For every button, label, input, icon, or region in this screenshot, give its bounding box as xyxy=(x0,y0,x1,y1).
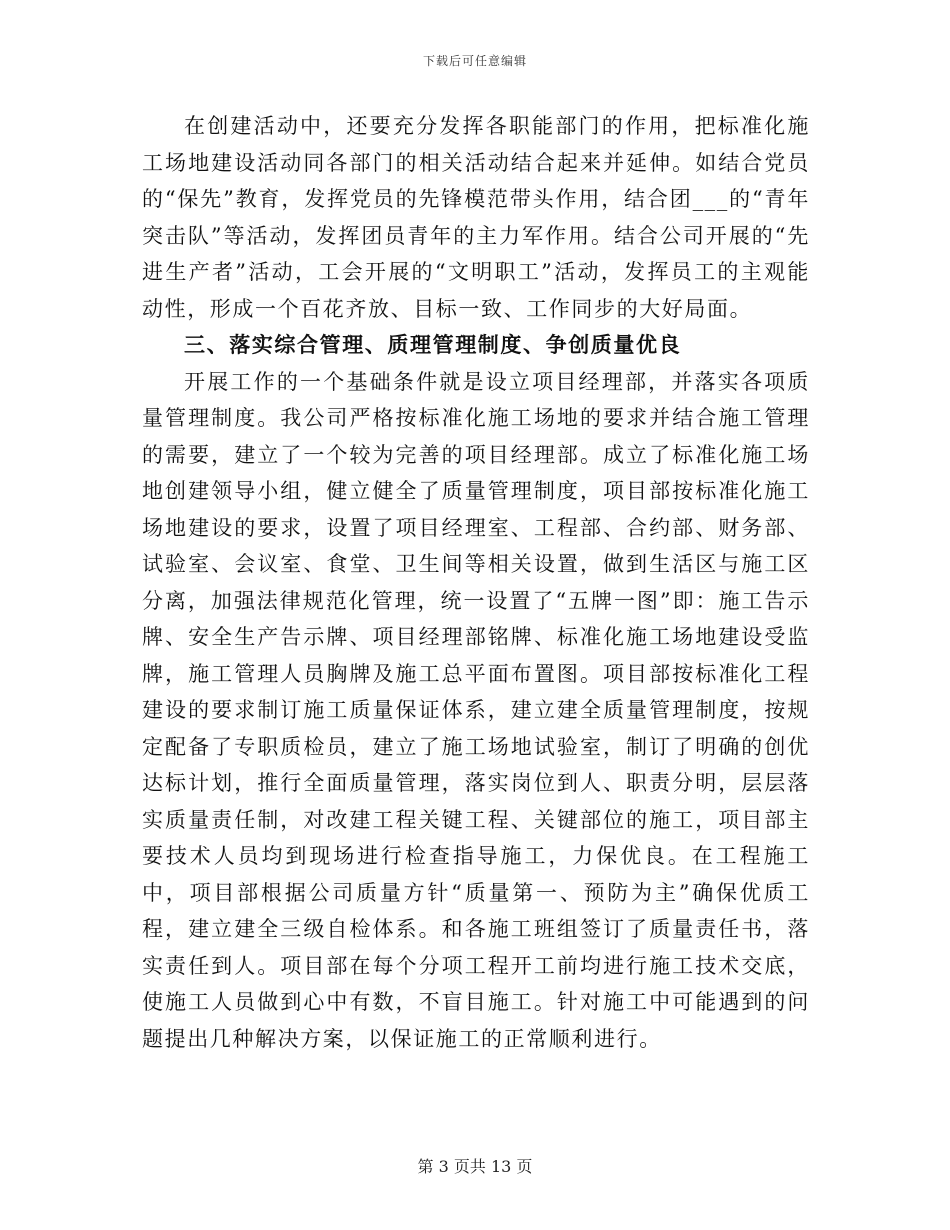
page-header: 下载后可任意编辑 xyxy=(422,54,527,68)
page-footer: 第 3 页共 13 页 xyxy=(417,1157,533,1176)
paragraph-1: 在创建活动中，还要充分发挥各职能部门的作用，把标准化施工场地建设活动同各部门的相关活动结合起来并延伸。如结合党员的“保先”教育，发挥党员的先锋模范带头作用，结合团___的“青年突击队”等活动，发挥团员青年的主力军作用。结合公司开展的“先进生产者”活动，工会开展的“文明职工”活动，发挥员工的主观能动性，形成一个百花齐放、目标一致、工作同步的大好局面。 xyxy=(142,114,810,321)
paragraph-2: 开展工作的一个基础条件就是设立项目经理部，并落实各项质量管理制度。我公司严格按标准化施工场地的要求并结合施工管理的需要，建立了一个较为完善的项目经理部。成立了标准化施工场地创建领导小组，健立健全了质量管理制度，项目部按标准化施工场地建设的要求，设置了项目经理室、工程部、合约部、财务部、试验室、会议室、食堂、卫生间等相关设置，做到生活区与施工区分离，加强法律规范化管理，统一设置了“五牌一图”即：施工告示牌、安全生产告示牌、项目经理部铭牌、标准化施工场地建设受监牌，施工管理人员胸牌及施工总平面布置图。项目部按标准化工程建设的要求制订施工质量保证体系，建立建全质量管理制度，按规定配备了专职质检员，建立了施工场地试验室，制订了明确的创优达标计划，推行全面质量管理，落实岗位到人、职责分明，层层落实质量责任制，对改建工程关键工程、关键部位的施工，项目部主要技术人员均到现场进行检查指导施工，力保优良。在工程施工中，项目部根据公司质量方针“质量第一、预防为主”确保优质工程，建立建全三级自检体系。和各施工班组签订了质量责任书，落实责任到人。项目部在每个分项工程开工前均进行施工技术交底，使施工人员做到心中有数，不盲目施工。针对施工中可能遇到的问题提出几种解决方案，以保证施工的正常顺利进行。 xyxy=(142,369,810,1051)
section-heading-3: 三、落实综合管理、质理管理制度、争创质量优良 xyxy=(184,332,682,357)
document-body xyxy=(142,108,810,1057)
